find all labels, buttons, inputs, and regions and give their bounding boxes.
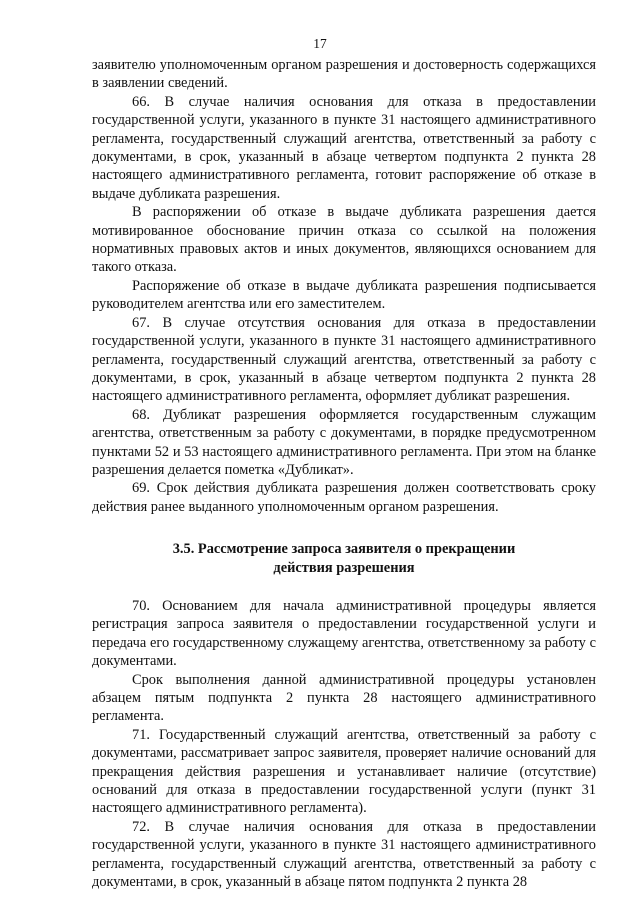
paragraph-69: 69. Срок действия дубликата разрешения должен соответствовать сроку действия ранее выданного уполномоченным органом разрешения. (92, 480, 596, 515)
section-heading-line-2: действия разрешения (273, 559, 415, 576)
page-number: 17 (313, 36, 327, 51)
paragraph-refusal-order-content: В распоряжении об отказе в выдаче дубликата разрешения дается мотивированное обоснование причин отказа со ссылкой на положения нормативных правовых актов и иных документов, являющихся основанием для такого отказа. (92, 204, 596, 276)
paragraph-68: 68. Дубликат разрешения оформляется государственным служащим агентства, ответственным за работу с документами, в порядке предусмотренном пунктами 52 и 53 настоящего административного регламента. При этом на бланке разрешения делается пометка «Дубликат». (92, 406, 596, 478)
paragraph-72: 72. В случае наличия основания для отказа в предоставлении государственной услуги, указанного в пункте 31 настоящего административного регламента, государственный служащий агентства, ответственный за работу с документами, в срок, указанный в абзаце пятом подпункта 2 пункта 28 (92, 818, 596, 891)
paragraph-procedure-term: Срок выполнения данной административной процедуры установлен абзацем пятым подпункта 2 пункта 28 настоящего административного регламента. (92, 671, 596, 725)
paragraph-71: 71. Государственный служащий агентства, ответственный за работу с документами, рассматривает запрос заявителя, проверяет наличие оснований для прекращения действия разрешения и устанавливает наличие (отсутствие) оснований для отказа в предоставлении государственной услуги (пункт 31 настоящего административного регламента). (92, 726, 596, 817)
section-heading-3-5 (92, 540, 596, 577)
paragraph-continuation: заявителю уполномоченным органом разрешения и достоверность содержащихся в заявлении сведений. (92, 57, 596, 92)
paragraph-70: 70. Основанием для начала административной процедуры является регистрация запроса заявителя о предоставлении государственной услуги и передача его государственному служащему агентства, ответственному за работу с документами. (92, 597, 596, 670)
paragraph-66: 66. В случае наличия основания для отказа в предоставлении государственной услуги, указанного в пункте 31 настоящего административного регламента, государственный служащий агентства, ответственный за работу с документами, в срок, указанный в абзаце четвертом подпункта 2 пункта 28 настоящего административного регламента, готовит распоряжение об отказе в выдаче дубликата разрешения. (92, 93, 596, 202)
paragraph-refusal-order-signature: Распоряжение об отказе в выдаче дубликата разрешения подписывается руководителем агентства или его заместителем. (92, 277, 596, 313)
document-body (92, 56, 596, 891)
section-heading-line-1: 3.5. Рассмотрение запроса заявителя о прекращении (172, 541, 516, 558)
paragraph-67: 67. В случае отсутствия основания для отказа в предоставлении государственной услуги, указанного в пункте 31 настоящего административного регламента, государственный служащий агентства, ответственный за работу с документами, в срок, указанный в абзаце четвертом подпункта 2 пункта 28 настоящего административного регламента, оформляет дубликат разрешения. (92, 314, 596, 405)
